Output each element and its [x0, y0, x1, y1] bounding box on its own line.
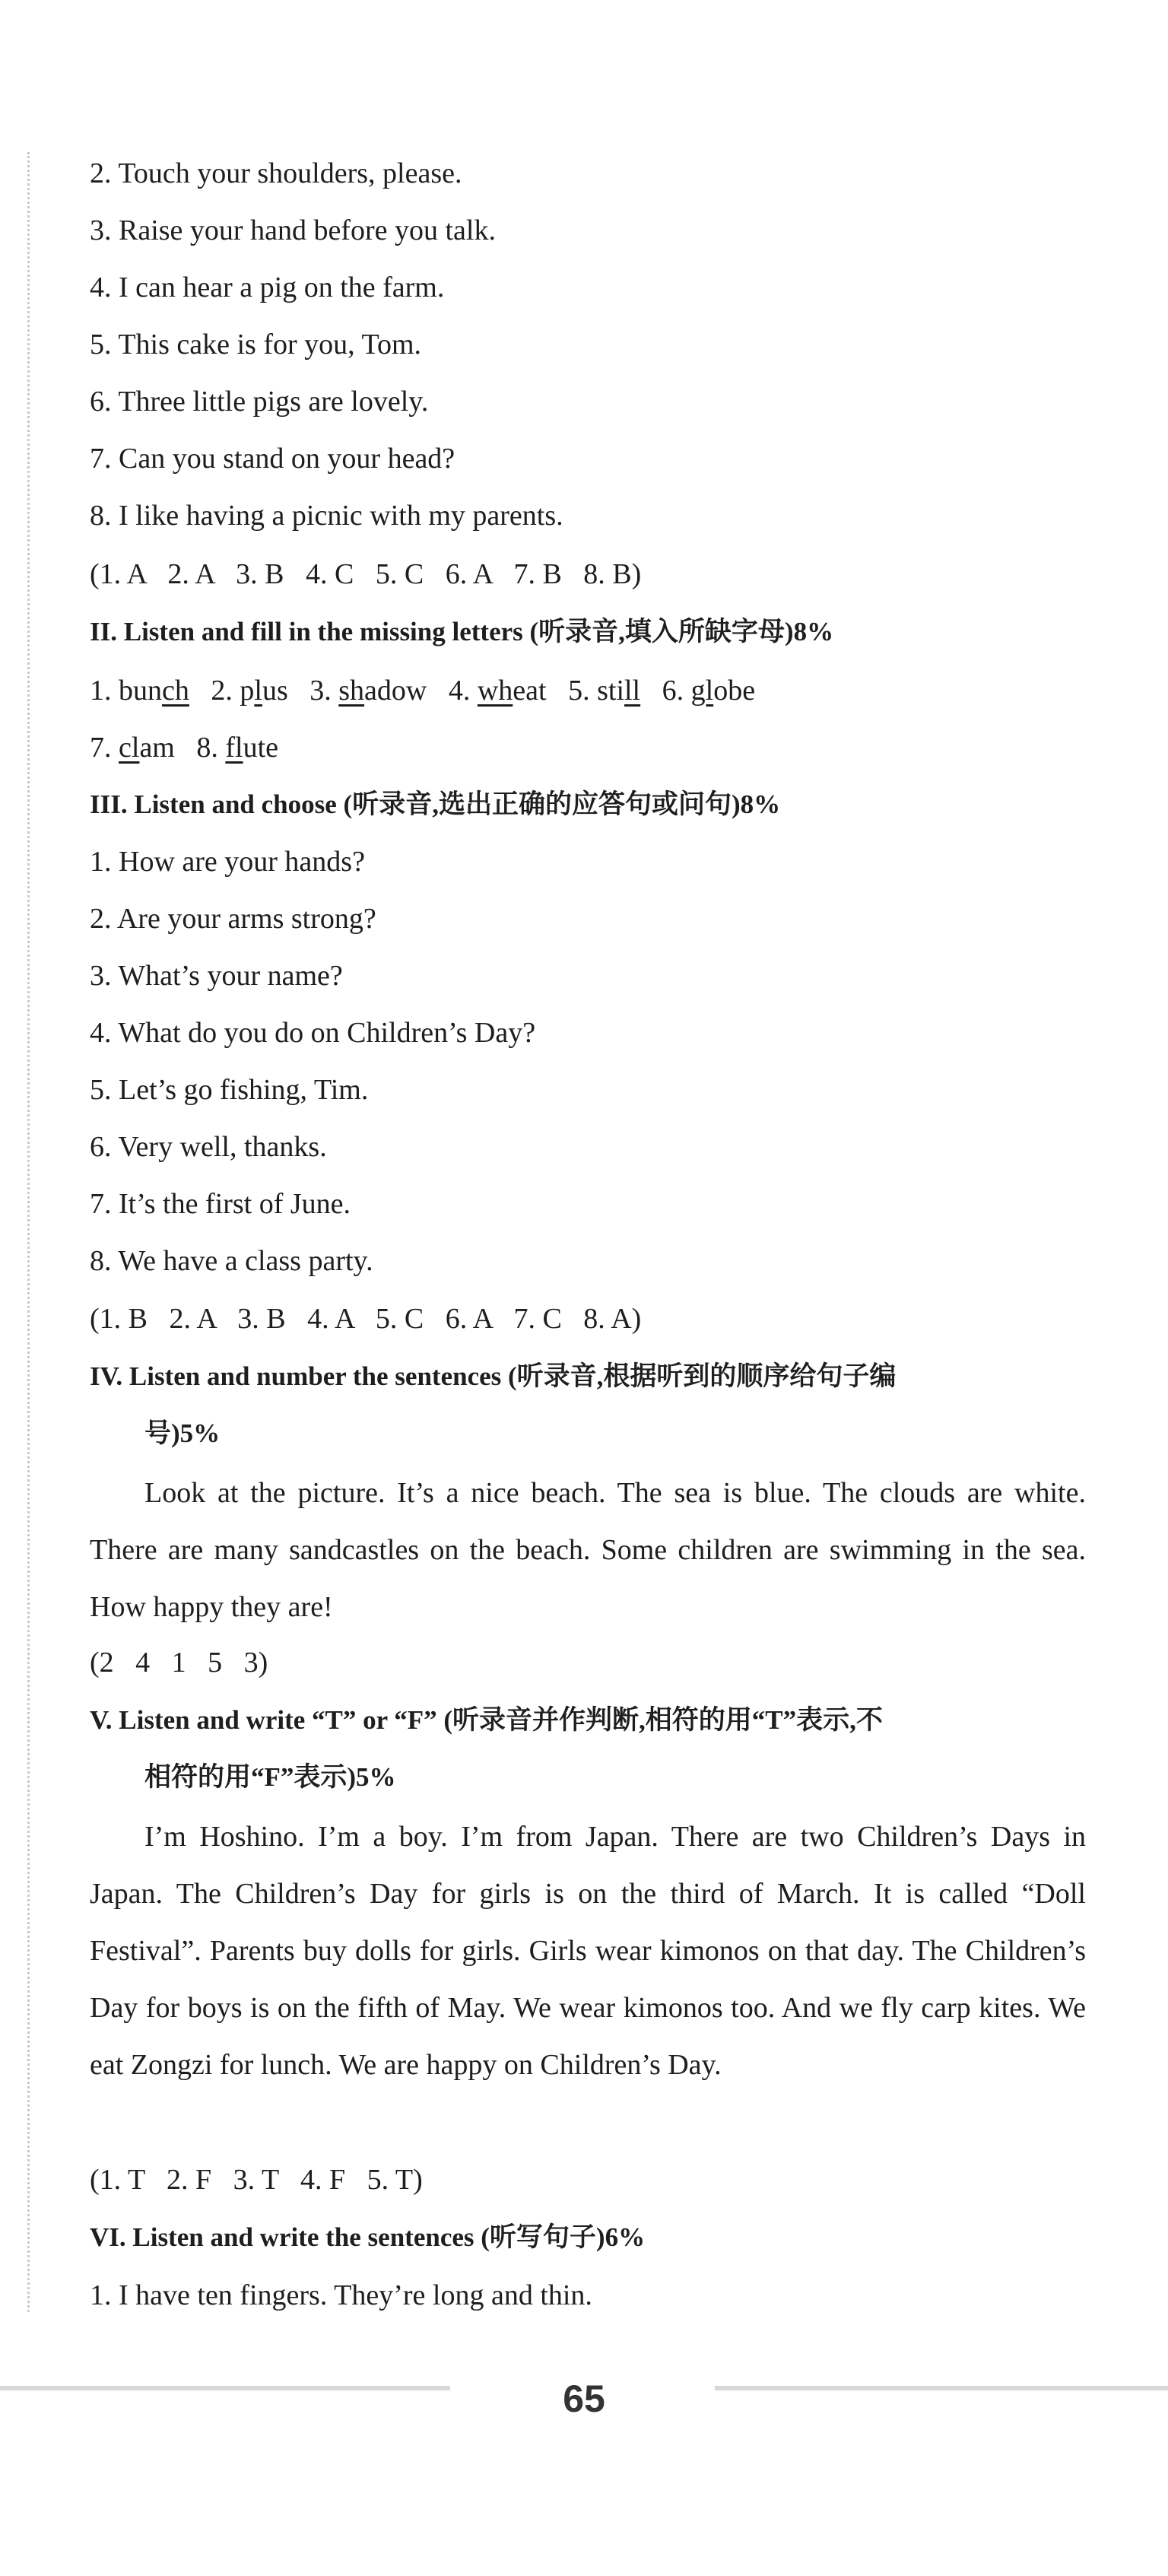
filled-letters: sh	[338, 675, 365, 707]
item-number: 4.	[427, 675, 478, 707]
script-line: 6. Very well, thanks.	[90, 1131, 327, 1163]
listening-passage: Look at the picture. It’s a nice beach. The sea is blue. The clouds are white. There are many sandcastles on the beach. Some children are swimming in the sea. How happy they are!	[90, 1477, 1086, 1623]
word-end: obe	[713, 675, 756, 707]
section-heading: V. Listen and write “T” or “F” (听录音并作判断,相符的用“T”表示,不	[90, 1705, 883, 1735]
fill-word	[90, 675, 189, 707]
fill-word	[90, 732, 175, 764]
script-line: 5. This cake is for you, Tom.	[90, 329, 422, 361]
item-number: 1.	[90, 675, 119, 707]
script-line: 7. It’s the first of June.	[90, 1188, 351, 1220]
word-end: ute	[243, 732, 279, 764]
script-line: 4. What do you do on Children’s Day?	[90, 1017, 536, 1049]
filled-letters: cl	[119, 732, 140, 764]
section-heading-continued: 号)5%	[144, 1418, 221, 1448]
item-number: 7.	[90, 732, 119, 764]
fill-word	[189, 675, 288, 707]
word-end: eat	[513, 675, 547, 707]
script-line: 7. Can you stand on your head?	[90, 443, 455, 475]
fill-word	[288, 675, 427, 707]
fill-letters-row-1	[90, 669, 755, 712]
fill-word	[427, 675, 546, 707]
answer-key: (1. B 2. A 3. B 4. A 5. C 6. A 7. C 8. A)	[90, 1303, 642, 1335]
item-number: 3.	[287, 675, 339, 707]
item-number: 5.	[546, 675, 598, 707]
word-end: adow	[364, 675, 427, 707]
filled-letters: ll	[624, 675, 641, 707]
section-heading: II. Listen and fill in the missing letters (听录音,填入所缺字母)8%	[90, 617, 834, 646]
margin-dotted-line	[27, 152, 30, 2312]
script-line: 6. Three little pigs are lovely.	[90, 386, 429, 418]
fill-word	[547, 675, 641, 707]
item-number: 8.	[174, 732, 226, 764]
script-line: 3. Raise your hand before you talk.	[90, 214, 496, 246]
script-line: 8. I like having a picnic with my parents.	[90, 500, 563, 532]
answer-key: (2 4 1 5 3)	[90, 1647, 268, 1679]
word-start: p	[240, 675, 255, 707]
word-start: bun	[119, 675, 162, 707]
filled-letters: wh	[477, 675, 513, 707]
script-line: 4. I can hear a pig on the farm.	[90, 272, 445, 303]
fill-word	[640, 675, 755, 707]
script-line: 8. We have a class party.	[90, 1245, 373, 1277]
script-line: 3. What’s your name?	[90, 960, 343, 992]
fill-letters-row-2	[90, 726, 278, 769]
script-line: 5. Let’s go fishing, Tim.	[90, 1074, 369, 1106]
section-heading: IV. Listen and number the sentences (听录音,根据听到的顺序给句子编	[90, 1361, 897, 1391]
fill-word	[175, 732, 278, 764]
word-end: us	[262, 675, 288, 707]
section-heading: VI. Listen and write the sentences (听写句子)6%	[90, 2222, 646, 2252]
answer-key: (1. A 2. A 3. B 4. C 5. C 6. A 7. B 8. B)	[90, 558, 642, 590]
word-start: sti	[597, 675, 624, 707]
script-line: 1. How are your hands?	[90, 846, 365, 878]
filled-letters: fl	[225, 732, 243, 764]
section-heading: III. Listen and choose (听录音,选出正确的应答句或问句)8%	[90, 789, 781, 819]
filled-letters: l	[254, 675, 262, 707]
answer-key: (1. T 2. F 3. T 4. F 5. T)	[90, 2164, 423, 2196]
script-line: 1. I have ten fingers. They’re long and thin.	[90, 2279, 592, 2311]
script-line: 2. Are your arms strong?	[90, 903, 376, 935]
footer-rule-right	[715, 2386, 1168, 2390]
section-heading-continued: 相符的用“F”表示)5%	[144, 1762, 396, 1792]
filled-letters: ch	[162, 675, 189, 707]
page-number: 65	[563, 2377, 605, 2420]
listening-passage: I’m Hoshino. I’m a boy. I’m from Japan. There are two Children’s Days in Japan. The Children’s Day for girls is on the third of March. It is called “Doll Festival”. Parents buy dolls for girls. Girls wear kimonos on that day. The Children’s Day for boys is on the fifth of May. We wear kimonos too. And we fly carp kites. We eat Zongzi for lunch. We are happy on Children’s Day.	[90, 1821, 1086, 2081]
item-number: 6.	[640, 675, 691, 707]
footer-rule-left	[0, 2386, 450, 2390]
script-line: 2. Touch your shoulders, please.	[90, 157, 462, 189]
word-end: am	[139, 732, 175, 764]
filled-letters: gl	[690, 675, 714, 707]
item-number: 2.	[189, 675, 240, 707]
